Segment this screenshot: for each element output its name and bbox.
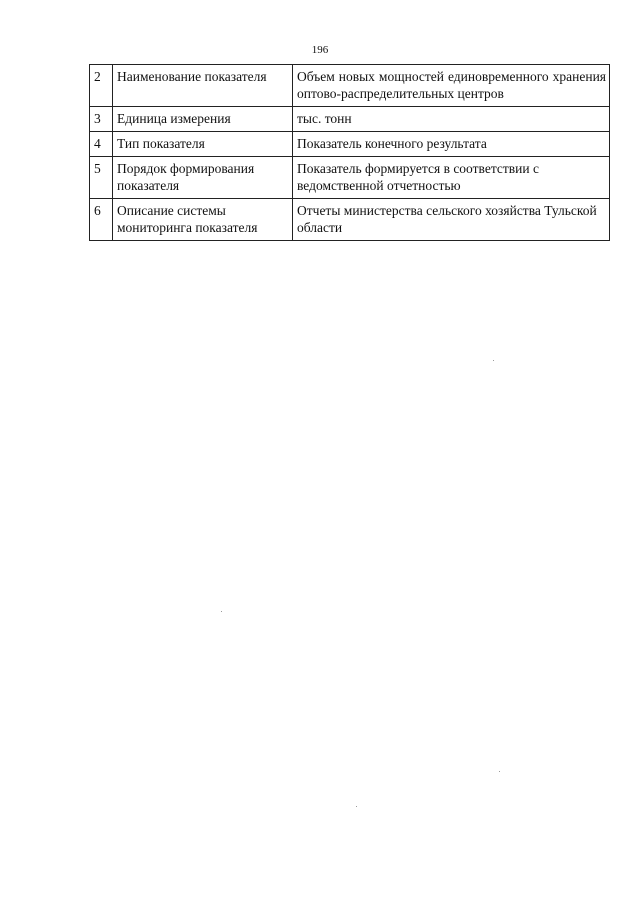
row-label: Единица измерения bbox=[113, 107, 293, 132]
page-number: 196 bbox=[311, 44, 329, 56]
row-number: 6 bbox=[90, 199, 113, 241]
table-row bbox=[90, 107, 610, 132]
row-value: Отчеты министерства сельского хозяйства Тульской области bbox=[293, 199, 610, 241]
row-number: 3 bbox=[90, 107, 113, 132]
row-label: Тип показателя bbox=[113, 132, 293, 157]
row-label: Наименование показателя bbox=[113, 65, 293, 107]
scan-speck bbox=[356, 806, 357, 807]
row-value: Показатель формируется в соответствии с ведомственной отчетностью bbox=[293, 157, 610, 199]
row-number: 5 bbox=[90, 157, 113, 199]
table-row bbox=[90, 199, 610, 241]
row-label: Порядок формирования показателя bbox=[113, 157, 293, 199]
row-value: Показатель конечного результата bbox=[293, 132, 610, 157]
indicator-table bbox=[89, 64, 610, 241]
scan-speck bbox=[221, 611, 222, 612]
row-number: 4 bbox=[90, 132, 113, 157]
table-row bbox=[90, 132, 610, 157]
row-number: 2 bbox=[90, 65, 113, 107]
scan-speck bbox=[499, 771, 500, 772]
row-value: тыс. тонн bbox=[293, 107, 610, 132]
table-row bbox=[90, 157, 610, 199]
table-row bbox=[90, 65, 610, 107]
row-label: Описание системы мониторинга показателя bbox=[113, 199, 293, 241]
row-value: Объем новых мощностей единовременного хранения оптово-распределительных центров bbox=[293, 65, 610, 107]
scan-speck bbox=[493, 360, 494, 361]
